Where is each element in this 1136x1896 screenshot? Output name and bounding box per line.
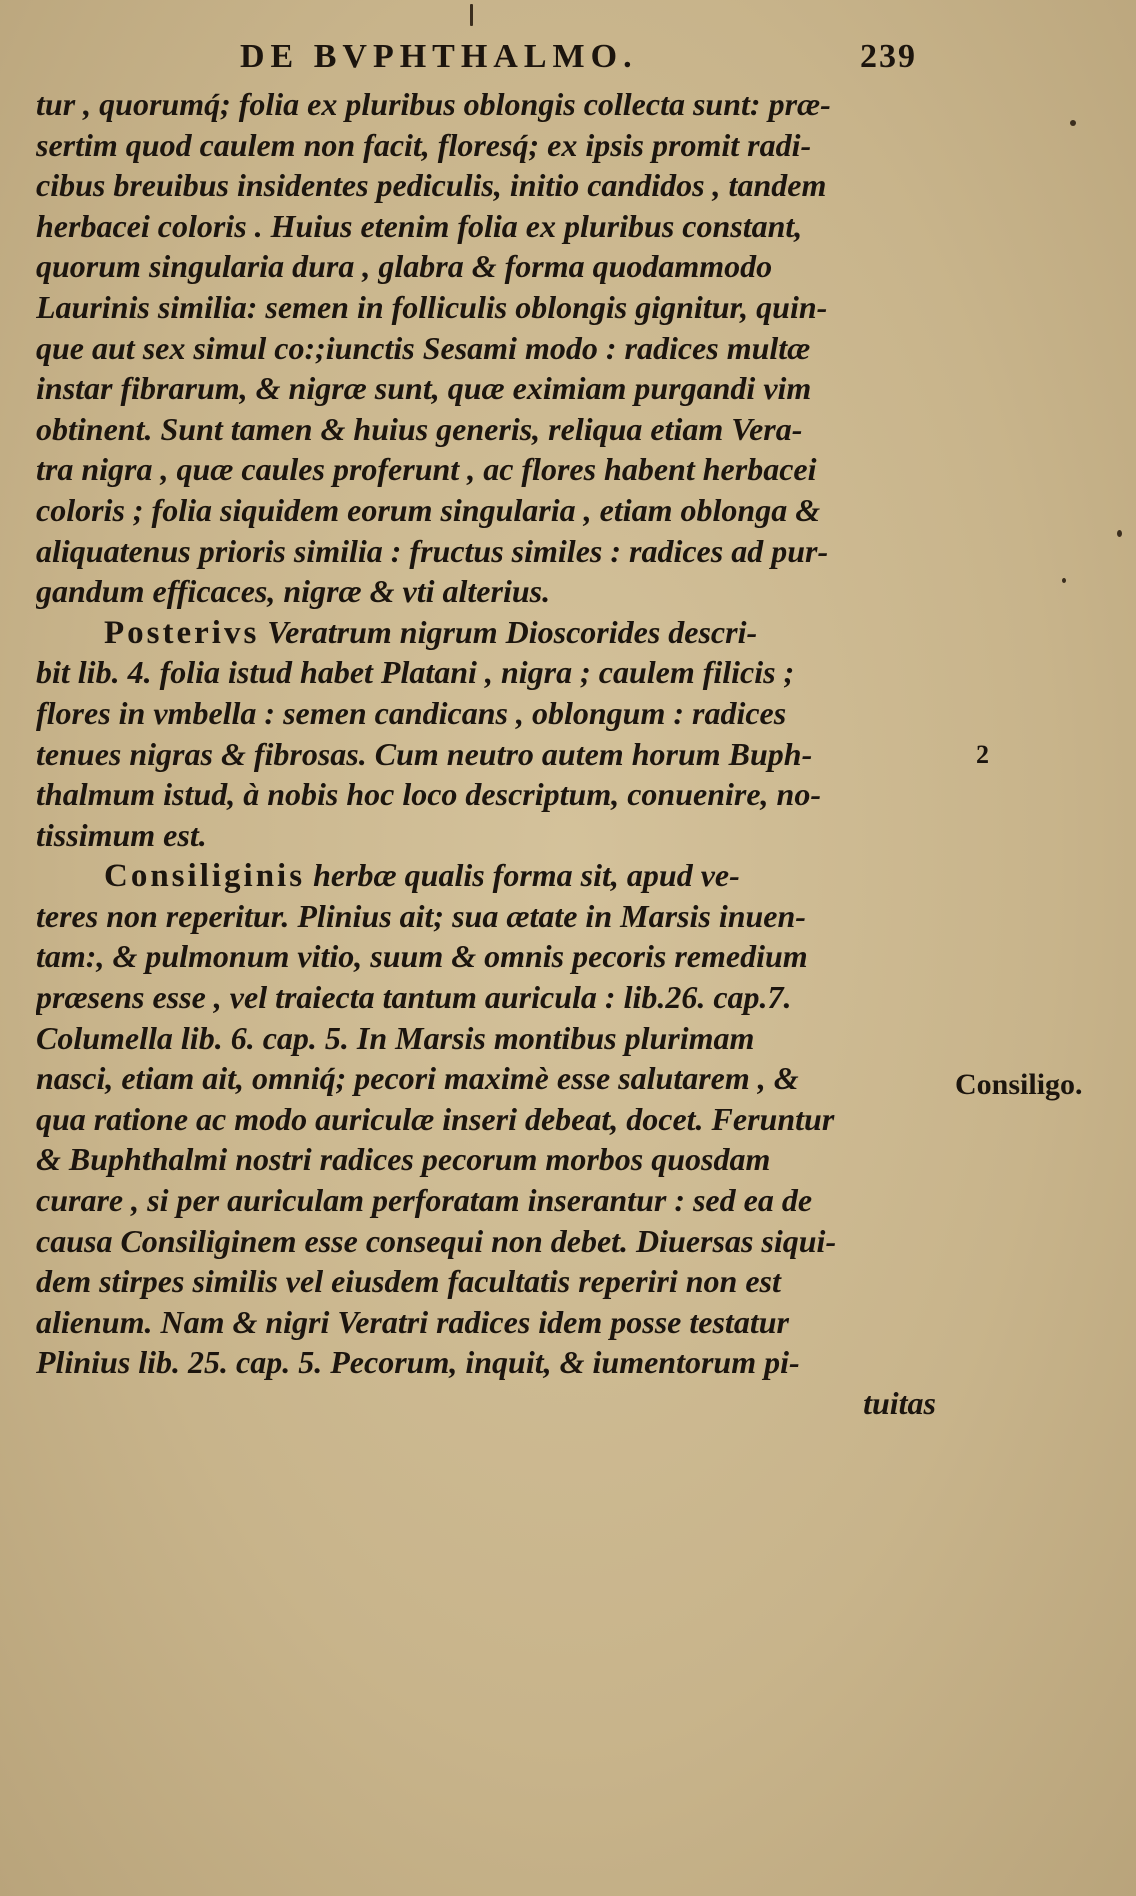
text-line: qua ratione ac modo auriculæ inseri debeat, docet. Feruntur: [36, 1100, 835, 1137]
text-line: nasci, etiam ait, omniq́; pecori maximè esse salutarem , &: [36, 1060, 799, 1097]
text-line: bit lib. 4. folia istud habet Platani , nigra ; caulem filicis ;: [36, 654, 795, 691]
paragraph-start: [36, 855, 966, 896]
text-segment: Veratrum nigrum Dioscorides descri-: [259, 613, 758, 650]
ink-speck: [1070, 120, 1076, 126]
ink-speck: [470, 4, 473, 26]
text-line: sertim quod caulem non facit, floresq́; ex ipsis promit radi-: [36, 126, 812, 163]
text-line: instar fibrarum, & nigræ sunt, quæ eximiam purgandi vim: [36, 370, 812, 407]
body-text: [36, 84, 966, 1424]
text-line: tam:, & pulmonum vitio, suum & omnis pecoris remedium: [36, 938, 808, 975]
text-line: quorum singularia dura , glabra & forma quodammodo: [36, 248, 773, 285]
text-line: dem stirpes similis vel eiusdem facultatis reperiri non est: [36, 1263, 781, 1300]
text-line: & Buphthalmi nostri radices pecorum morbos quosdam: [36, 1141, 771, 1178]
text-line: herbacei coloris . Huius etenim folia ex pluribus constant,: [36, 207, 803, 244]
paragraph-start: [36, 612, 966, 653]
text-line: flores in vmbella : semen candicans , oblongum : radices: [36, 694, 787, 731]
text-line: Plinius lib. 25. cap. 5. Pecorum, inquit, & iumentorum pi-: [36, 1344, 800, 1381]
text-line: que aut sex simul co:;iunctis Sesami modo : radices multæ: [36, 329, 811, 366]
text-line: præsens esse , vel traiecta tantum auricula : lib.26. cap.7.: [36, 979, 792, 1016]
margin-note: Consiligo.: [955, 1068, 1083, 1101]
small-caps-lead: Posterivs: [104, 614, 260, 651]
text-line: tissimum est.: [36, 816, 207, 853]
text-segment: herbæ qualis forma sit, apud ve-: [305, 857, 740, 894]
text-line: teres non reperitur. Plinius ait; sua ætate in Marsis inuen-: [36, 897, 806, 934]
text-line: Columella lib. 6. cap. 5. In Marsis montibus plurimam: [36, 1019, 755, 1056]
text-line: causa Consiliginem esse consequi non debet. Diuersas siqui-: [36, 1222, 837, 1259]
text-line: coloris ; folia siquidem eorum singularia , etiam oblonga &: [36, 491, 821, 528]
text-line: tra nigra , quæ caules proferunt , ac flores habent herbacei: [36, 451, 817, 488]
text-line: obtinent. Sunt tamen & huius generis, reliqua etiam Vera-: [36, 410, 803, 447]
margin-note-number: 2: [976, 740, 989, 769]
text-line: curare , si per auriculam perforatam inserantur : sed ea de: [36, 1182, 813, 1219]
ink-speck: [1117, 530, 1122, 537]
small-caps-lead: Consiliginis: [104, 858, 306, 895]
text-line: aliquatenus prioris similia : fructus similes : radices ad pur-: [36, 532, 829, 569]
ink-speck: [1062, 578, 1066, 583]
text-line: cibus breuibus insidentes pediculis, initio candidos , tandem: [36, 167, 827, 204]
text-line: tenues nigras & fibrosas. Cum neutro autem horum Buph-: [36, 735, 813, 772]
text-line: Laurinis similia: semen in folliculis oblongis gignitur, quin-: [36, 288, 828, 325]
running-header: [240, 38, 960, 78]
text-line: alienum. Nam & nigri Veratri radices idem posse testatur: [36, 1303, 789, 1340]
text-line: thalmum istud, à nobis hoc loco descriptum, conuenire, no-: [36, 776, 821, 813]
text-line: tur , quorumq́; folia ex pluribus oblongis collecta sunt: præ-: [36, 86, 831, 122]
text-line: gandum efficaces, nigræ & vti alterius.: [36, 573, 551, 610]
running-title: DE BVPHTHALMO.: [240, 38, 638, 75]
page-number: 239: [860, 38, 917, 75]
catchword: tuitas: [863, 1385, 936, 1421]
